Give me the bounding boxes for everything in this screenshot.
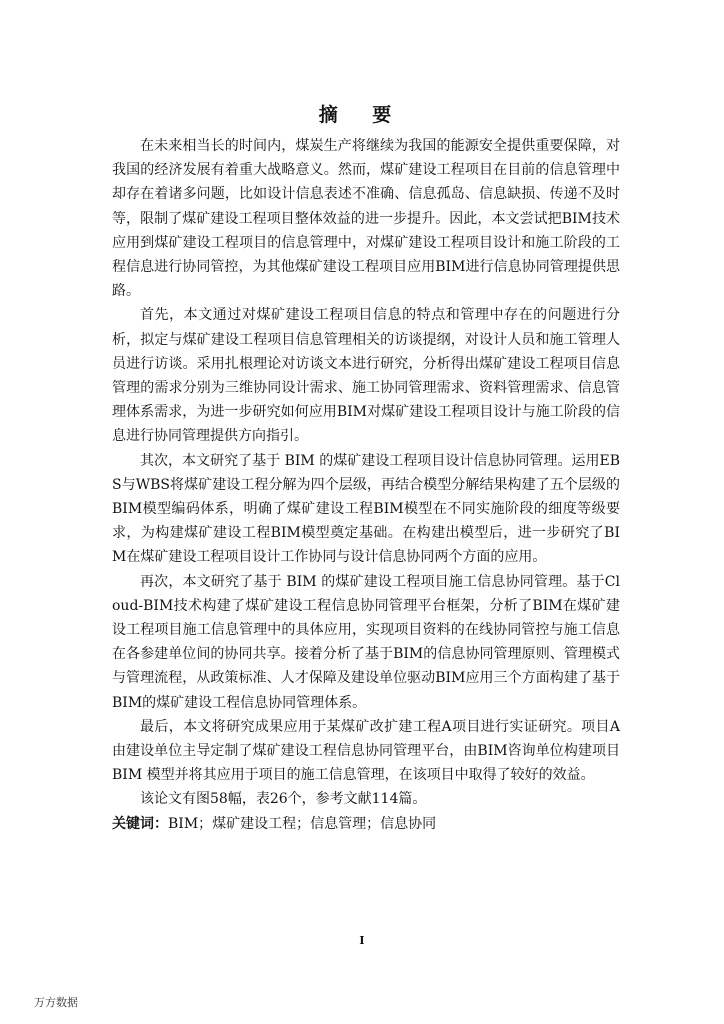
abstract-body xyxy=(112,134,620,836)
watermark-text: 万方数据 xyxy=(34,996,78,1009)
keywords-value: BIM；煤矿建设工程；信息管理；信息协同 xyxy=(168,815,437,832)
abstract-paragraph: 在未来相当长的时间内，煤炭生产将继续为我国的能源安全提供重要保障，对我国的经济发展有着重大战略意义。然而，煤矿建设工程项目在目前的信息管理中却存在着诸多问题，比如设计信息表述不准确、信息孤岛、信息缺损、传递不及时等，限制了煤矿建设工程项目整体效益的进一步提升。因此，本文尝试把BIM技术应用到煤矿建设工程项目的信息管理中，对煤矿建设工程项目设计和施工阶段的工程信息进行协同管控，为其他煤矿建设工程项目应用BIM进行信息协同管理提供思路。 xyxy=(112,138,620,300)
abstract-title: 摘 要 xyxy=(318,104,406,126)
abstract-paragraph: 最后，本文将研究成果应用于某煤矿改扩建工程A项目进行实证研究。项目A由建设单位主导定制了煤矿建设工程信息协同管理平台，由BIM咨询单位构建项目 BIM 模型并将其应用于项目的施工信息管理，在该项目中取得了较好的效益。 xyxy=(112,718,620,784)
abstract-paragraph: 其次，本文研究了基于 BIM 的煤矿建设工程项目设计信息协同管理。运用EBS与WBS将煤矿建设工程分解为四个层级，再结合模型分解结果构建了五个层级的BIM模型编码体系，明确了煤矿建设工程BIM模型在不同实施阶段的细度等级要求，为构建煤矿建设工程BIM模型奠定基础。在构建出模型后，进一步研究了BIM在煤矿建设工程项目设计工作协同与设计信息协同两个方面的应用。 xyxy=(112,452,620,566)
keywords-line xyxy=(112,812,620,836)
keywords-label: 关键词： xyxy=(112,815,168,832)
page-number: I xyxy=(359,934,365,947)
abstract-paragraph: 再次，本文研究了基于 BIM 的煤矿建设工程项目施工信息协同管理。基于Cloud-BIM技术构建了煤矿建设工程信息协同管理平台框架，分析了BIM在煤矿建设工程项目施工信息管理中的具体应用，实现项目资料的在线协同管控与施工信息在各参建单位间的协同共享。接着分析了基于BIM的信息协同管理原则、管理模式与管理流程，从政策标准、人才保障及建设单位驱动BIM应用三个方面构建了基于BIM的煤矿建设工程信息协同管理体系。 xyxy=(112,573,620,711)
figure-count-note: 该论文有图58幅，表26个，参考文献114篇。 xyxy=(140,791,427,808)
abstract-paragraph: 首先，本文通过对煤矿建设工程项目信息的特点和管理中存在的问题进行分析，拟定与煤矿建设工程项目信息管理相关的访谈提纲，对设计人员和施工管理人员进行访谈。采用扎根理论对访谈文本进行研究，分析得出煤矿建设工程项目信息管理的需求分别为三维协同设计需求、施工协同管理需求、资料管理需求、信息管理体系需求，为进一步研究如何应用BIM对煤矿建设工程项目设计与施工阶段的信息进行协同管理提供方向指引。 xyxy=(112,307,620,445)
